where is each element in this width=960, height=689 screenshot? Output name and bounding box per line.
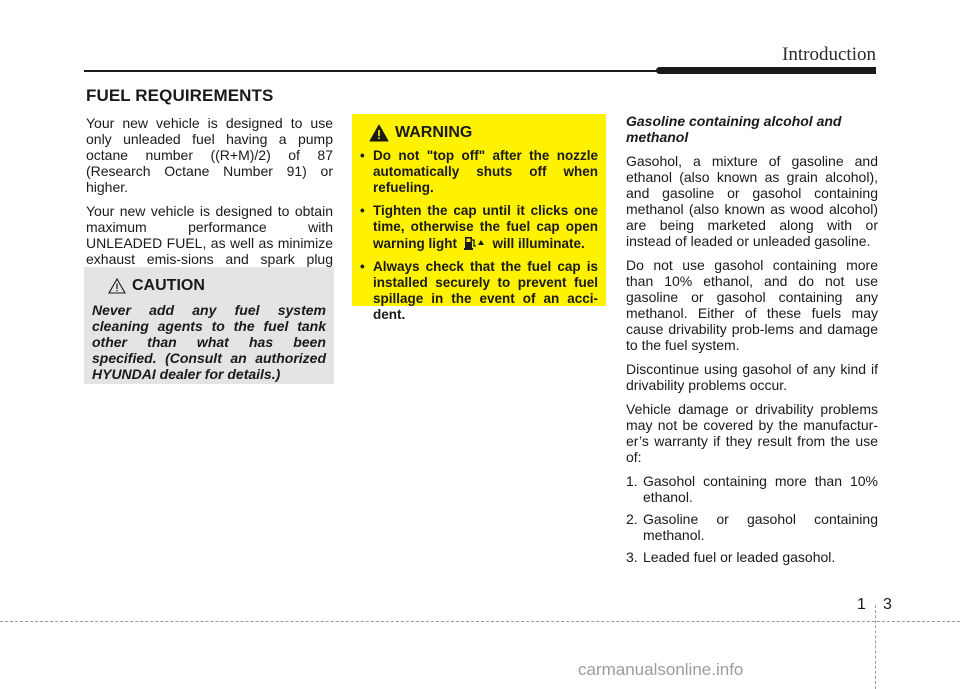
list-item-number: 1. (626, 473, 638, 489)
warning-item (360, 259, 598, 323)
footer-rule (0, 621, 960, 622)
page-section-number: 1 (857, 596, 866, 613)
list-item (626, 511, 878, 543)
page-number: 3 (883, 596, 892, 613)
warning-item (360, 203, 598, 252)
list-item-number: 2. (626, 511, 638, 527)
header-title: Introduction (782, 44, 876, 65)
list-item (626, 473, 878, 505)
section-title: FUEL REQUIREMENTS (86, 86, 274, 105)
warning-item (360, 148, 598, 196)
list-item-text: Gasoline or gasohol containing methanol. (643, 511, 878, 543)
alcohol-column (626, 113, 878, 571)
watermark: carmanualsonline.info (578, 660, 744, 679)
warning-item-text-before: Tighten the cap until it clicks one time, otherwise the fuel cap open warning light (373, 203, 598, 251)
gasohol-paragraph: Do not use gasohol containing more than 10% ethanol, and do not use gasoline or gasohol containing any methanol. Either of these fuels may cause drivability prob-lems and damage to the fuel system. (626, 257, 878, 353)
gasohol-paragraph: Discontinue using gasohol of any kind if drivability problems occur. (626, 361, 878, 393)
header-rule (84, 70, 658, 72)
list-item-number: 3. (626, 549, 638, 565)
bullet: • (360, 203, 365, 218)
octane-paragraph: Your new vehicle is designed to use only unleaded fuel having a pump octane number ((R+M)/2) of 87 (Research Octane Number 91) or higher. (86, 115, 333, 195)
subsection-heading: Gasoline containing alcohol and methanol (626, 113, 842, 145)
list-item-text: Leaded fuel or leaded gasohol. (643, 549, 836, 565)
caution-text: Never add any fuel system cleaning agents to the fuel tank other than what has been specified. (Consult an authorized HYUNDAI dealer for details.) (92, 302, 326, 382)
warning-box (352, 114, 606, 322)
list-item (626, 549, 878, 565)
header-bar (656, 67, 876, 74)
warning-list (360, 148, 598, 323)
unleaded-paragraph: Your new vehicle is designed to obtain maximum performance with UNLEADED FUEL, as well as minimize exhaust emis-sions and spark plug (86, 203, 333, 267)
list-item-text: Gasohol containing more than 10% ethanol. (643, 473, 878, 505)
caution-label: CAUTION (132, 277, 205, 294)
bullet: • (360, 259, 365, 274)
gasohol-paragraph: Gasohol, a mixture of gasoline and ethanol (also known as grain alcohol), and gasoline or gasohol containing methanol (also known as wood alcohol) are being marketed along with or instead of leaded or unleaded gasoline. (626, 153, 878, 249)
gasohol-paragraph: Vehicle damage or drivability problems may not be covered by the manufactur-er’s warranty if they result from the use of: (626, 401, 878, 465)
bullet: • (360, 148, 365, 163)
warning-item-text: Always check that the fuel cap is installed securely to prevent fuel spillage in the event of an acci-dent. (373, 259, 598, 322)
warning-item-text-after: will illuminate. (492, 236, 585, 251)
intro-column (86, 115, 333, 291)
caution-header (108, 277, 326, 295)
numbered-list (626, 473, 878, 565)
warning-header (369, 124, 598, 142)
warning-label: WARNING (395, 124, 473, 141)
fuel-cap-warning-icon (463, 235, 487, 251)
caution-box (84, 267, 334, 384)
footer-divider (875, 605, 876, 689)
warning-triangle-icon (369, 124, 389, 142)
warning-item-text: Do not "top off" after the nozzle automatically shuts off when refueling. (373, 148, 598, 195)
warning-triangle-icon (108, 278, 126, 294)
